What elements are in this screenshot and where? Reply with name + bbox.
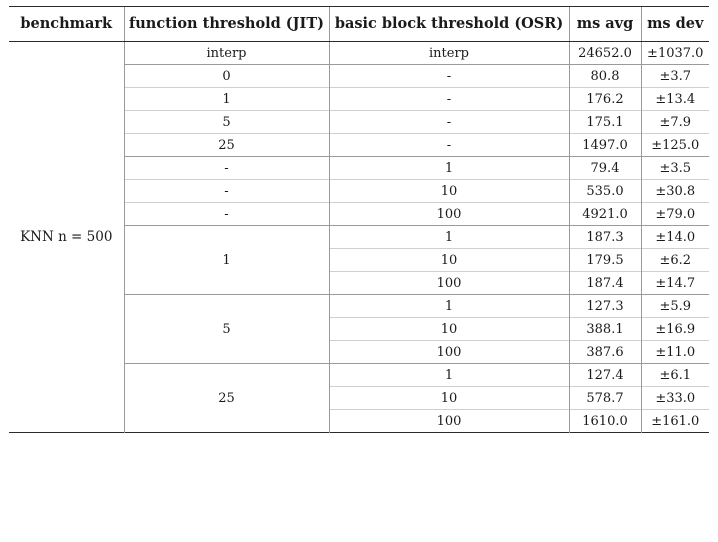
ms-dev-cell: ±79.0 bbox=[641, 203, 709, 226]
basic-block-threshold-cell: 1 bbox=[329, 226, 569, 249]
function-threshold-cell: 25 bbox=[124, 134, 329, 157]
ms-avg-cell: 80.8 bbox=[569, 65, 641, 88]
table-bottom-rule bbox=[9, 433, 709, 434]
basic-block-threshold-cell: 10 bbox=[329, 387, 569, 410]
results-table-container bbox=[0, 6, 718, 542]
basic-block-threshold-cell: - bbox=[329, 134, 569, 157]
table-header-row bbox=[9, 7, 709, 42]
ms-avg-cell: 187.4 bbox=[569, 272, 641, 295]
ms-dev-cell: ±161.0 bbox=[641, 410, 709, 433]
basic-block-threshold-cell: - bbox=[329, 111, 569, 134]
column-header-ms-avg: ms avg bbox=[569, 7, 641, 42]
ms-avg-cell: 176.2 bbox=[569, 88, 641, 111]
basic-block-threshold-cell: 1 bbox=[329, 364, 569, 387]
function-threshold-cell: - bbox=[124, 203, 329, 226]
ms-avg-cell: 4921.0 bbox=[569, 203, 641, 226]
ms-dev-cell: ±3.5 bbox=[641, 157, 709, 180]
basic-block-threshold-cell: 100 bbox=[329, 272, 569, 295]
ms-dev-cell: ±6.2 bbox=[641, 249, 709, 272]
ms-dev-cell: ±6.1 bbox=[641, 364, 709, 387]
basic-block-threshold-cell: interp bbox=[329, 42, 569, 65]
ms-dev-cell: ±3.7 bbox=[641, 65, 709, 88]
ms-dev-cell: ±7.9 bbox=[641, 111, 709, 134]
basic-block-threshold-cell: 100 bbox=[329, 410, 569, 433]
basic-block-threshold-cell: 100 bbox=[329, 203, 569, 226]
ms-dev-cell: ±11.0 bbox=[641, 341, 709, 364]
function-threshold-cell: - bbox=[124, 157, 329, 180]
function-threshold-cell: interp bbox=[124, 42, 329, 65]
basic-block-threshold-cell: - bbox=[329, 65, 569, 88]
function-threshold-cell: 1 bbox=[124, 88, 329, 111]
ms-avg-cell: 578.7 bbox=[569, 387, 641, 410]
column-header-function-threshold: function threshold (JIT) bbox=[124, 7, 329, 42]
ms-avg-cell: 127.3 bbox=[569, 295, 641, 318]
ms-dev-cell: ±14.7 bbox=[641, 272, 709, 295]
ms-avg-cell: 535.0 bbox=[569, 180, 641, 203]
ms-avg-cell: 1497.0 bbox=[569, 134, 641, 157]
ms-avg-cell: 387.6 bbox=[569, 341, 641, 364]
basic-block-threshold-cell: 10 bbox=[329, 180, 569, 203]
function-threshold-cell: 25 bbox=[124, 364, 329, 433]
function-threshold-cell: 5 bbox=[124, 295, 329, 364]
basic-block-threshold-cell: 100 bbox=[329, 341, 569, 364]
ms-dev-cell: ±5.9 bbox=[641, 295, 709, 318]
ms-avg-cell: 79.4 bbox=[569, 157, 641, 180]
ms-avg-cell: 1610.0 bbox=[569, 410, 641, 433]
benchmark-name-cell: KNN n = 500 bbox=[20, 229, 113, 245]
ms-dev-cell: ±33.0 bbox=[641, 387, 709, 410]
function-threshold-cell: 5 bbox=[124, 111, 329, 134]
basic-block-threshold-cell: 1 bbox=[329, 157, 569, 180]
table-row bbox=[9, 42, 709, 65]
basic-block-threshold-cell: 10 bbox=[329, 318, 569, 341]
ms-avg-cell: 179.5 bbox=[569, 249, 641, 272]
column-header-ms-dev: ms dev bbox=[641, 7, 709, 42]
ms-avg-cell: 175.1 bbox=[569, 111, 641, 134]
ms-dev-cell: ±13.4 bbox=[641, 88, 709, 111]
function-threshold-cell: - bbox=[124, 180, 329, 203]
function-threshold-cell: 0 bbox=[124, 65, 329, 88]
basic-block-threshold-cell: 1 bbox=[329, 295, 569, 318]
ms-dev-cell: ±14.0 bbox=[641, 226, 709, 249]
ms-avg-cell: 187.3 bbox=[569, 226, 641, 249]
ms-dev-cell: ±16.9 bbox=[641, 318, 709, 341]
basic-block-threshold-cell: - bbox=[329, 88, 569, 111]
ms-dev-cell: ±30.8 bbox=[641, 180, 709, 203]
ms-avg-cell: 388.1 bbox=[569, 318, 641, 341]
ms-dev-cell: ±125.0 bbox=[641, 134, 709, 157]
basic-block-threshold-cell: 10 bbox=[329, 249, 569, 272]
ms-avg-cell: 24652.0 bbox=[569, 42, 641, 65]
column-header-benchmark: benchmark bbox=[9, 7, 124, 42]
column-header-basic-block-threshold: basic block threshold (OSR) bbox=[329, 7, 569, 42]
ms-dev-cell: ±1037.0 bbox=[641, 42, 709, 65]
benchmark-results-table bbox=[9, 6, 709, 433]
ms-avg-cell: 127.4 bbox=[569, 364, 641, 387]
function-threshold-cell: 1 bbox=[124, 226, 329, 295]
